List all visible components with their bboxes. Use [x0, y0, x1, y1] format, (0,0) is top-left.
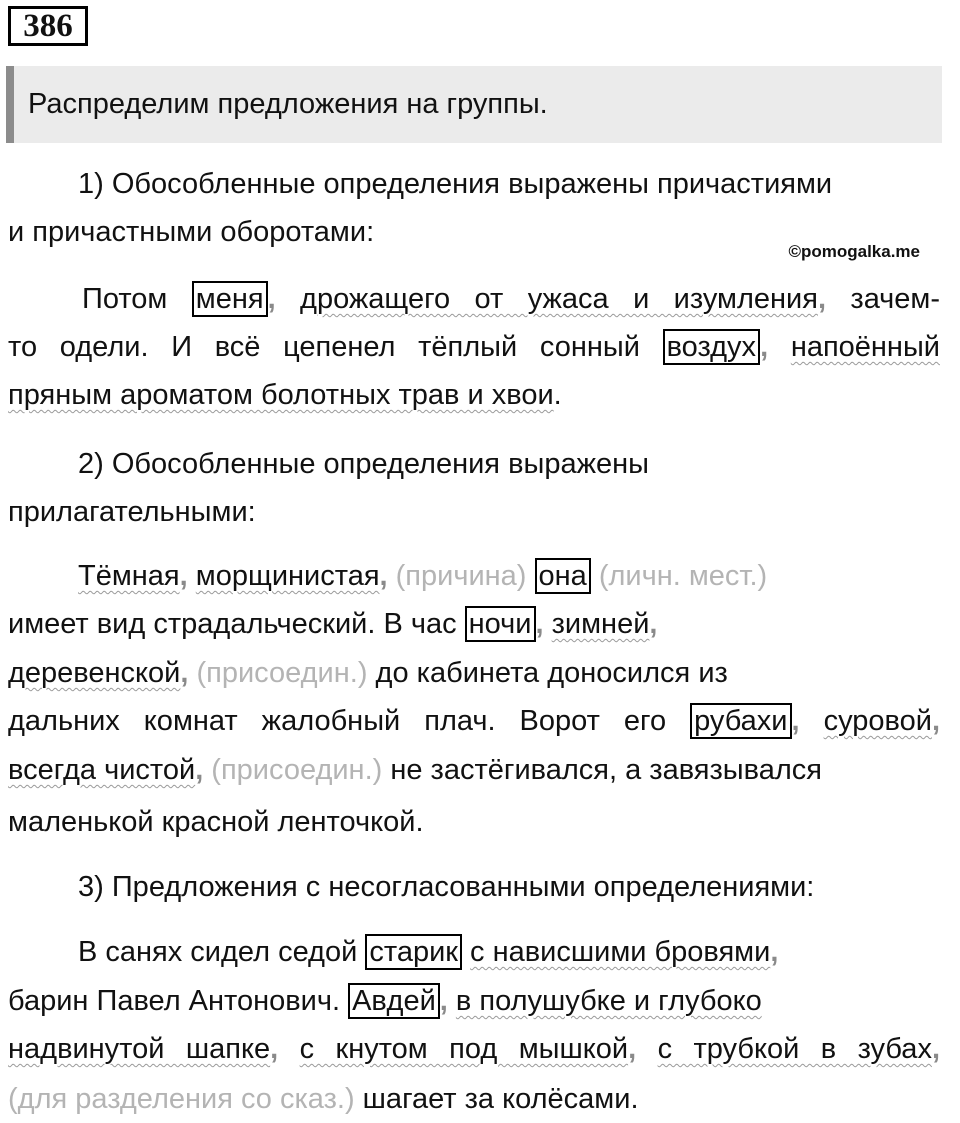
space	[462, 936, 470, 968]
definition-phrase: с кнутом под мышкой	[299, 1033, 629, 1065]
group1-heading-line1: 1) Обособленные определения выражены причастиями	[78, 168, 833, 200]
group2-line1	[78, 558, 767, 594]
banner-text: Распределим предложения на группы.	[28, 88, 548, 120]
defined-word: воздух	[663, 329, 760, 365]
group1-line3	[8, 377, 562, 413]
text-fragment: шагает за колёсами.	[362, 1083, 639, 1115]
group3-line3	[8, 1031, 940, 1067]
definition-word: Тёмная	[78, 560, 180, 592]
group2-heading-line2: прилагательными:	[8, 496, 256, 528]
definition-phrase: в полушубке и глубоко	[455, 985, 762, 1017]
defined-word: ночи	[465, 606, 536, 642]
comma: ,	[931, 1033, 941, 1065]
definition-word: суровой	[823, 705, 932, 737]
comma: ,	[770, 936, 779, 968]
text-fragment: барин Павел Антонович.	[8, 985, 349, 1017]
definition-phrase: с нависшими бровями	[470, 936, 771, 968]
text-fragment: Потом	[82, 283, 192, 315]
comma: ,	[195, 754, 204, 786]
space	[800, 705, 824, 737]
definition-word: деревенской	[8, 657, 181, 689]
comma: ,	[791, 705, 800, 737]
defined-word: рубахи	[690, 703, 791, 739]
text-fragment: дальних комнат жалобный плач. Ворот его	[8, 705, 691, 737]
comma: ,	[931, 705, 940, 737]
group2-line3	[8, 655, 728, 691]
group3-line1	[78, 934, 778, 970]
period: .	[553, 379, 562, 411]
definition-phrase: напоённый	[790, 331, 940, 363]
comma: ,	[270, 1033, 279, 1065]
note: (присоедин.)	[203, 754, 391, 786]
text-fragment: В санях сидел седой	[78, 936, 366, 968]
text-fragment: не застёгивался, а завязывался	[390, 754, 822, 786]
group2-heading-line1: 2) Обособленные определения выражены	[78, 448, 649, 480]
defined-word: она	[535, 558, 591, 594]
text-fragment: то одели. И всё цепенел тёплый сонный	[8, 331, 663, 363]
comma: ,	[379, 560, 388, 592]
space	[188, 560, 196, 592]
space	[544, 608, 552, 640]
comma: ,	[535, 608, 544, 640]
group3-heading: 3) Предложения с несогласованными определениями:	[78, 871, 815, 903]
watermark: ©pomogalka.me	[788, 242, 920, 261]
definition-word: зимней	[551, 608, 650, 640]
definition-phrase: дрожащего от ужаса и изумления	[300, 283, 818, 315]
defined-word: старик	[365, 934, 462, 970]
defined-word: Авдей	[348, 983, 440, 1019]
comma: ,	[439, 985, 448, 1017]
comma: ,	[760, 331, 769, 363]
definition-phrase: пряным ароматом болотных трав и хвои	[8, 379, 554, 411]
definition-phrase: всегда чистой	[8, 754, 196, 786]
defined-word: меня	[192, 281, 268, 317]
text-fragment: зачем-	[826, 283, 941, 315]
group1-line2	[8, 329, 940, 365]
group3-line4	[8, 1081, 639, 1117]
group2-line5	[8, 752, 822, 788]
comma: ,	[649, 608, 658, 640]
text-fragment: до кабинета доносился из	[375, 657, 728, 689]
space	[276, 283, 300, 315]
space	[636, 1033, 657, 1065]
comma: ,	[267, 283, 276, 315]
text-fragment: имеет вид страдальческий. В час	[8, 608, 465, 640]
definition-phrase: с трубкой в зубах	[657, 1033, 932, 1065]
note: (причина)	[387, 560, 535, 592]
space	[278, 1033, 299, 1065]
comma: ,	[180, 657, 189, 689]
definition-word: морщинистая	[195, 560, 380, 592]
definition-phrase: надвинутой шапке	[8, 1033, 271, 1065]
note: (личн. мест.)	[590, 560, 768, 592]
group2-line4	[8, 703, 940, 739]
note: (для разделения со сказ.)	[8, 1083, 363, 1115]
group2-line2	[8, 606, 657, 642]
comma: ,	[179, 560, 188, 592]
task-number: 386	[8, 6, 88, 46]
instruction-banner	[6, 66, 942, 143]
group3-line2	[8, 983, 762, 1019]
comma: ,	[817, 283, 826, 315]
space	[768, 331, 791, 363]
note: (присоедин.)	[188, 657, 376, 689]
group1-line1	[82, 281, 940, 317]
comma: ,	[628, 1033, 637, 1065]
space	[448, 985, 456, 1017]
group2-line6: маленькой красной ленточкой.	[8, 806, 424, 838]
group1-heading-line2: и причастными оборотами:	[8, 216, 375, 248]
